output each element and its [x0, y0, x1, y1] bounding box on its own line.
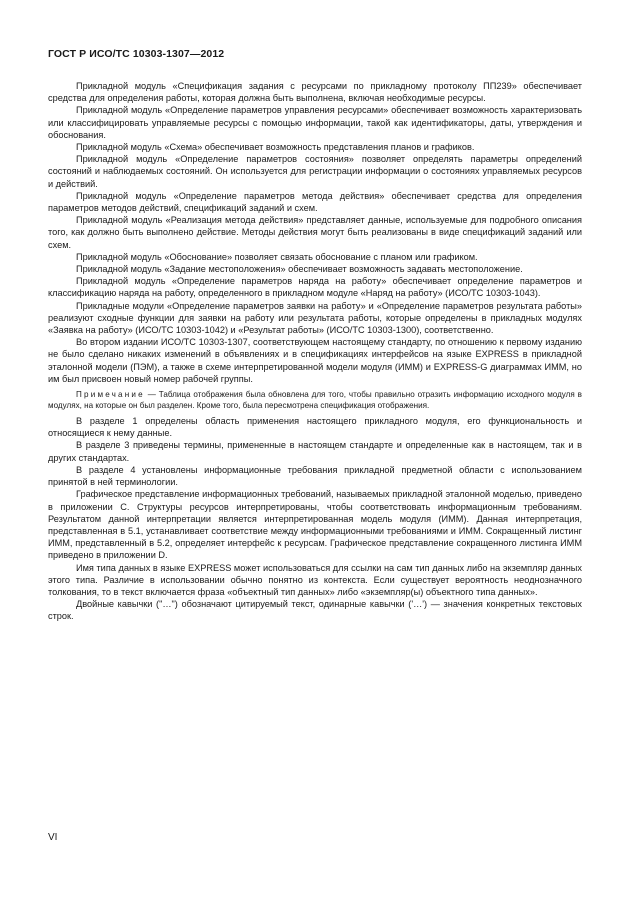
paragraph: Во втором издании ИСО/ТС 10303-1307, соответствующем настоящему стандарту, по отношению к первому изданию не было сделано никаких изменений в объявлениях и в спецификациях интерфейсов на языке EXPRESS в прикладной эталонной модели (ПЭМ), а также в схеме интерпретированной модели модуля (ИММ) и EXPRESS-G диаграммах ИММ, но им был присвоен новый номер рабочей группы.	[48, 337, 582, 384]
paragraph: В разделе 4 установлены информационные требования прикладной предметной области с использованием принятой в ней терминологии.	[48, 464, 582, 488]
standard-header: ГОСТ Р ИСО/ТС 10303-1307—2012	[48, 48, 225, 60]
paragraph: Прикладной модуль «Схема» обеспечивает возможность представления планов и графиков.	[76, 142, 475, 153]
note-text: — Таблица отображения была обновлена для того, чтобы правильно отразить информацию исходного модуля в модулях, на которые он был разделен. Кроме того, была пересмотрена спецификация отображения.	[48, 390, 582, 411]
paragraph: Прикладной модуль «Определение параметров метода действия» обеспечивает средства для определения параметров методов действий, спецификаций заданий и схем.	[48, 190, 582, 214]
page-number: VI	[48, 832, 58, 843]
paragraph: Прикладной модуль «Определение параметров состояния» позволяет определять параметры определений состояний и наблюдаемых состояний. Он используется для регистрации информации о состояниях управляемых ресурсов и действий.	[48, 154, 582, 189]
note-label: Примечание	[76, 390, 145, 400]
paragraph: Имя типа данных в языке EXPRESS может использоваться для ссылки на сам тип данных либо на экземпляр данных этого типа. Различие в использовании обычно понятно из контекста. Если существует вероятность неоднозначного толкования, то в текст включается фраза «объектный тип данных» либо «экземпляр(ы) объектного типа данных».	[48, 562, 582, 597]
note	[48, 389, 582, 411]
introduction-body	[48, 80, 582, 623]
paragraph: Прикладной модуль «Обоснование» позволяет связать обоснование с планом или графиком.	[76, 251, 478, 262]
paragraph: Прикладной модуль «Определение параметров наряда на работу» обеспечивает определение параметров и классификацию наряда на работу, определенного в прикладном модуле «Наряд на работу» (ИСО/ТС 10303-1043).	[48, 276, 582, 299]
paragraph: Двойные кавычки ("…") обозначают цитируемый текст, одинарные кавычки ('…') — значения конкретных текстовых строк.	[48, 599, 582, 622]
paragraph: Прикладной модуль «Спецификация задания с ресурсами по прикладному протоколу ПП239» обеспечивает средства для определения работы, которая должна быть выполнена, включая необходимые ресурсы.	[48, 81, 582, 104]
paragraph: Прикладные модули «Определение параметров заявки на работу» и «Определение параметров результата работы» реализуют сходные функции для заявки на работу или результата работы, которые определены в прикладных модулях «Заявка на работу» (ИСО/ТС 10303-1042) и «Результат работы» (ИСО/ТС 10303-1300), соответственно.	[48, 300, 582, 336]
paragraph: Прикладной модуль «Реализация метода действия» представляет данные, используемые для подробного описания того, как должно быть выполнено действие. Методы действия могут быть реализованы в виде спецификаций заданий или схем.	[48, 215, 582, 250]
paragraph: В разделе 3 приведены термины, примененные в настоящем стандарте и определенные как в настоящем, так и в других стандартах.	[48, 440, 582, 463]
paragraph: Графическое представление информационных требований, называемых прикладной эталонной моделью, приведено в приложении C. Структуры ресурсов интерпретированы, чтобы соответствовать информационным требованиям. Результатом данной интерпретации является интерпретированная модель модуля (ИММ). Данная интерпретация, представленная в 5.1, устанавливает соответствие между информационными требованиями и ИММ. Сокращенный листинг ИММ, представленный в 5.2, определяет интерфейс к ресурсам. Графическое представление сокращенного листинга ИММ приведено в приложении D.	[48, 489, 582, 561]
paragraph: Прикладной модуль «Определение параметров управления ресурсами» обеспечивает возможность характеризовать или классифицировать управляемые ресурсы с помощью информации, такой как идентификаторы, даты, утверждения и обоснования.	[48, 105, 582, 140]
paragraph: Прикладной модуль «Задание местоположения» обеспечивает возможность задавать местоположение.	[76, 264, 523, 275]
paragraph: В разделе 1 определены область применения настоящего прикладного модуля, его функциональность и относящиеся к нему данные.	[48, 416, 582, 439]
